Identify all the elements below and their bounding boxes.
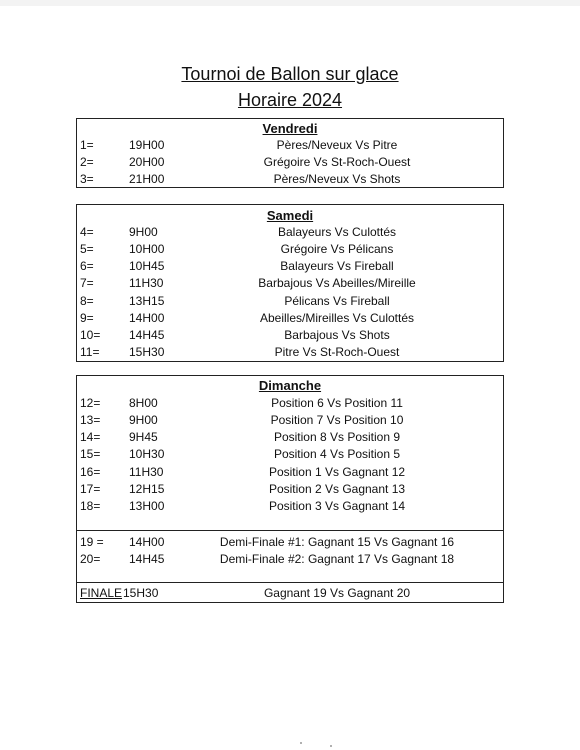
game-number: 14= <box>80 430 101 444</box>
scan-speck <box>300 742 302 744</box>
scan-speck <box>330 745 332 747</box>
game-row <box>77 155 503 172</box>
game-time: 10H30 <box>129 447 165 461</box>
game-matchup: Pitre Vs St-Roch-Ouest <box>274 345 400 359</box>
game-time: 10H45 <box>129 259 165 273</box>
game-number: 6= <box>80 259 94 273</box>
game-matchup: Grégoire Vs Pélicans <box>280 242 394 256</box>
day-heading-vendredi: Vendredi <box>262 121 318 136</box>
game-number: 18= <box>80 499 101 513</box>
game-time: 19H00 <box>129 138 165 152</box>
samedi-schedule <box>76 204 504 362</box>
game-time: 20H00 <box>129 155 165 169</box>
game-row <box>77 465 503 482</box>
game-time: 14H45 <box>129 328 165 342</box>
game-time: 13H15 <box>129 294 165 308</box>
game-time: 12H15 <box>129 482 165 496</box>
semifinal-row <box>77 552 503 569</box>
game-matchup: Barbajous Vs Abeilles/Mireille <box>258 276 416 290</box>
game-number: 13= <box>80 413 101 427</box>
game-time: 11H30 <box>129 276 164 290</box>
game-time: 15H30 <box>129 345 165 359</box>
game-number: 8= <box>80 294 94 308</box>
game-row <box>77 482 503 499</box>
game-time: 21H00 <box>129 172 165 186</box>
game-number: 12= <box>80 396 101 410</box>
game-number: 3= <box>80 172 94 186</box>
game-number: 15= <box>80 447 101 461</box>
game-number: 9= <box>80 311 94 325</box>
page-subtitle: Horaire 2024 <box>237 90 343 110</box>
game-matchup: Grégoire Vs St-Roch-Ouest <box>263 155 411 169</box>
game-matchup: Position 4 Vs Position 5 <box>273 447 401 461</box>
game-number: 19 = <box>80 535 104 549</box>
game-row <box>77 328 503 345</box>
game-row <box>77 242 503 259</box>
game-matchup: Position 2 Vs Gagnant 13 <box>268 482 406 496</box>
game-time: 9H45 <box>129 430 158 444</box>
game-matchup: Balayeurs Vs Culottés <box>277 225 397 239</box>
final-row <box>77 586 503 603</box>
game-matchup: Pélicans Vs Fireball <box>284 294 390 308</box>
game-number: 16= <box>80 465 101 479</box>
game-row <box>77 345 503 362</box>
game-matchup: Pères/Neveux Vs Pitre <box>276 138 398 152</box>
game-matchup: Demi-Finale #2: Gagnant 17 Vs Gagnant 18 <box>219 552 455 566</box>
game-time: 14H00 <box>129 535 165 549</box>
game-time: 13H00 <box>129 499 165 513</box>
game-row <box>77 259 503 276</box>
game-matchup: Balayeurs Vs Fireball <box>280 259 394 273</box>
game-time: 15H30 <box>123 586 159 600</box>
game-time: 14H00 <box>129 311 165 325</box>
vendredi-schedule <box>76 118 504 188</box>
game-number: 5= <box>80 242 94 256</box>
game-number: 4= <box>80 225 94 239</box>
game-number: 17= <box>80 482 101 496</box>
game-matchup: Abeilles/Mireilles Vs Culottés <box>259 311 415 325</box>
game-time: 9H00 <box>129 413 158 427</box>
game-row <box>77 447 503 464</box>
game-row <box>77 499 503 516</box>
game-matchup: Position 1 Vs Gagnant 12 <box>268 465 406 479</box>
game-number: 2= <box>80 155 94 169</box>
day-heading-dimanche: Dimanche <box>258 378 322 393</box>
game-time: 14H45 <box>129 552 165 566</box>
game-number: 1= <box>80 138 94 152</box>
game-row <box>77 225 503 242</box>
game-matchup: Pères/Neveux Vs Shots <box>273 172 401 186</box>
day-heading-samedi: Samedi <box>266 208 314 223</box>
game-row <box>77 172 503 189</box>
game-time: 10H00 <box>129 242 165 256</box>
section-divider <box>77 530 503 531</box>
dimanche-schedule <box>76 375 504 603</box>
game-time: 11H30 <box>129 465 164 479</box>
game-matchup: Position 3 Vs Gagnant 14 <box>268 499 406 513</box>
game-row <box>77 276 503 293</box>
semifinal-row <box>77 535 503 552</box>
game-number: 11= <box>80 345 100 359</box>
game-time: 8H00 <box>129 396 158 410</box>
section-divider <box>77 582 503 583</box>
page-title: Tournoi de Ballon sur glace <box>181 64 399 84</box>
game-row <box>77 294 503 311</box>
game-matchup: Gagnant 19 Vs Gagnant 20 <box>263 586 411 600</box>
game-number: 7= <box>80 276 94 290</box>
game-number: 20= <box>80 552 101 566</box>
game-matchup: Position 8 Vs Position 9 <box>273 430 401 444</box>
game-matchup: Position 6 Vs Position 11 <box>271 396 403 410</box>
game-matchup: Barbajous Vs Shots <box>284 328 390 342</box>
game-matchup: Demi-Finale #1: Gagnant 15 Vs Gagnant 16 <box>219 535 455 549</box>
game-row <box>77 138 503 155</box>
game-row <box>77 396 503 413</box>
scan-artifact <box>0 0 580 6</box>
game-number: 10= <box>80 328 101 342</box>
game-row <box>77 413 503 430</box>
game-row <box>77 311 503 328</box>
game-matchup: Position 7 Vs Position 10 <box>270 413 404 427</box>
final-label: FINALE <box>80 586 123 600</box>
game-time: 9H00 <box>129 225 158 239</box>
game-row <box>77 430 503 447</box>
